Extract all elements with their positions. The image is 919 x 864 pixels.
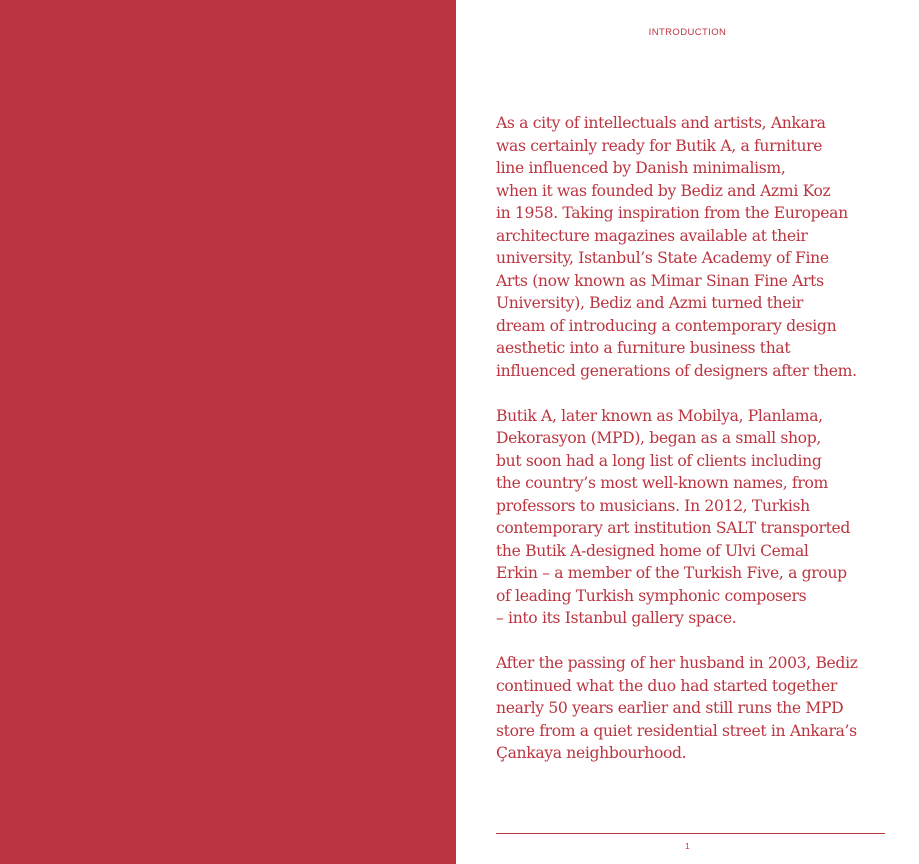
text-line: aesthetic into a furniture business that	[496, 339, 791, 357]
text-line: of leading Turkish symphonic composers	[496, 586, 807, 605]
text-line: the Butik A-designed home of Ulvi Cemal	[496, 541, 809, 560]
paragraph	[496, 652, 911, 765]
text-line: Çankaya neighbourhood.	[496, 744, 687, 762]
text-line: – into its Istanbul gallery space.	[496, 609, 737, 627]
text-line: contemporary art institution SALT transported	[496, 519, 850, 537]
text-line: the country’s most well-known names, from	[496, 474, 828, 492]
text-line: influenced generations of designers after them.	[496, 361, 857, 380]
body-text	[496, 112, 911, 787]
text-line: professors to musicians. In 2012, Turkish	[496, 496, 810, 515]
text-page	[456, 0, 919, 864]
text-line: Arts (now known as Mimar Sinan Fine Arts	[496, 271, 824, 290]
text-line: line influenced by Danish minimalism,	[496, 159, 786, 177]
page-number: 1	[685, 842, 690, 851]
text-line: Butik A, later known as Mobilya, Planlama,	[496, 406, 823, 425]
paragraph	[496, 112, 911, 382]
text-line: continued what the duo had started together	[496, 676, 837, 695]
footer-divider	[496, 833, 885, 834]
paragraph	[496, 405, 911, 630]
text-line: but soon had a long list of clients including	[496, 451, 822, 470]
text-line: in 1958. Taking inspiration from the European	[496, 204, 848, 222]
text-line: nearly 50 years earlier and still runs the MPD	[496, 699, 844, 717]
text-line: After the passing of her husband in 2003, Bediz	[496, 654, 858, 672]
text-line: architecture magazines available at their	[496, 226, 808, 245]
text-line: when it was founded by Bediz and Azmi Koz	[496, 181, 831, 200]
red-color-panel	[0, 0, 456, 864]
section-label: INTRODUCTION	[648, 27, 727, 38]
text-line: Erkin – a member of the Turkish Five, a group	[496, 564, 847, 582]
text-line: Dekorasyon (MPD), began as a small shop,	[496, 429, 821, 447]
text-line: University), Bediz and Azmi turned their	[496, 294, 803, 312]
text-line: was certainly ready for Butik A, a furniture	[496, 136, 823, 155]
text-line: university, Istanbul’s State Academy of Fine	[496, 249, 829, 267]
text-line: dream of introducing a contemporary design	[496, 316, 837, 335]
text-line: As a city of intellectuals and artists, Ankara	[496, 114, 826, 132]
text-line: store from a quiet residential street in Ankara’s	[496, 721, 857, 740]
